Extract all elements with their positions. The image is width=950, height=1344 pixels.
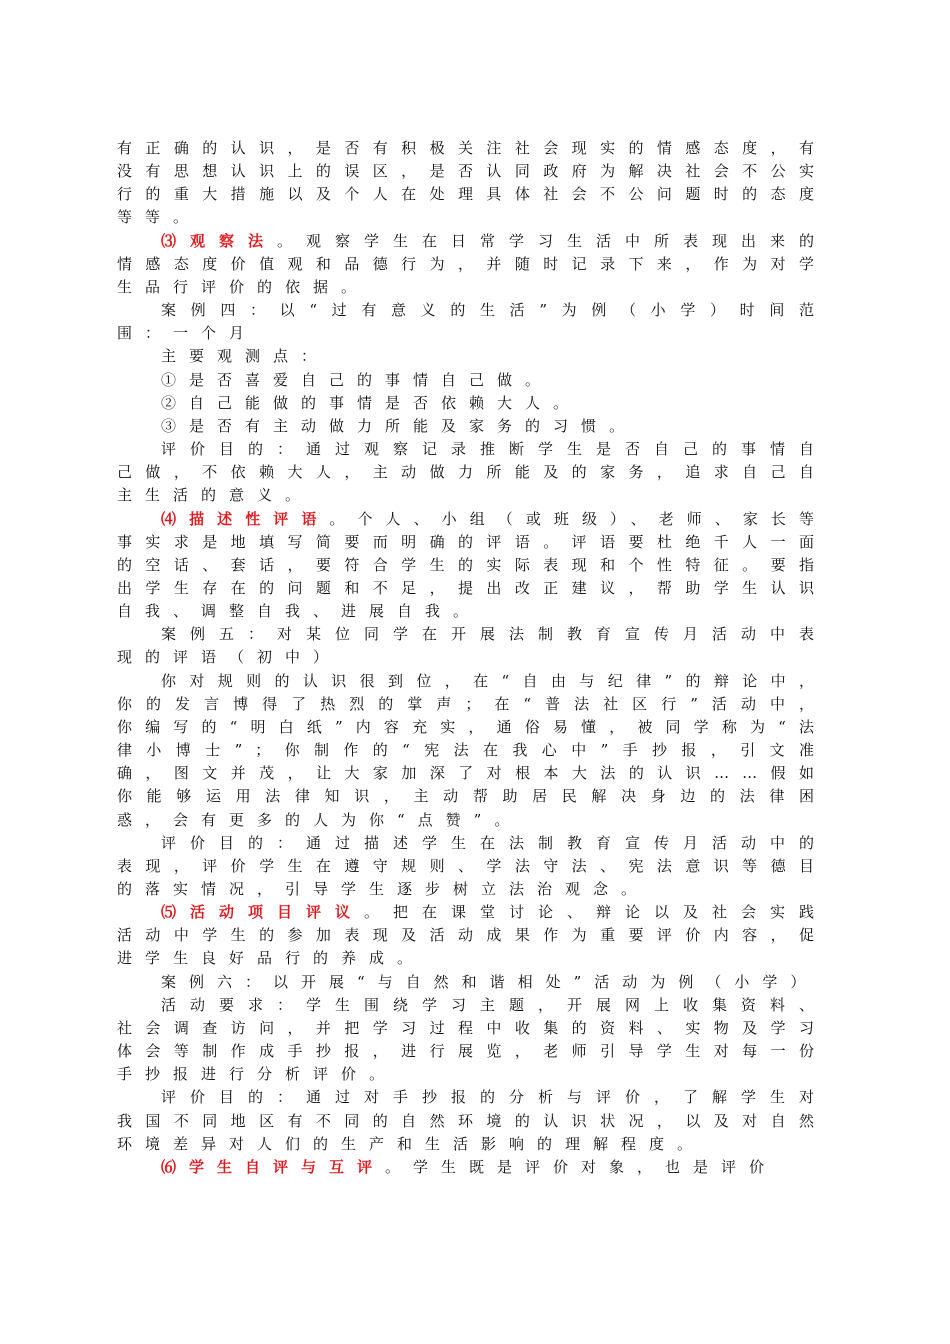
paragraph-case-five xyxy=(117,623,827,669)
paragraph-evaluation-purpose xyxy=(117,438,827,507)
paragraph-observation-method xyxy=(117,230,827,299)
paragraph-text: ①是否喜爱自己的事情自己做。 xyxy=(161,370,554,389)
paragraph-text: 评价目的：通过对手抄报的分析与评价，了解学生对我国不同地区有不同的自然环境的认识状况，以及对自然环境差异对人们的生产和生活影响的理解程度。 xyxy=(117,1088,827,1153)
section-heading: ⑸活动项目评议 xyxy=(161,903,364,922)
paragraph-text: 案例五：对某位同学在开展法制教育宣传月活动中表现的评语（初中） xyxy=(117,625,827,667)
paragraph-p1 xyxy=(117,137,827,230)
paragraph-text: 。把在课堂讨论、辩论以及社会实践活动中学生的参加表现及活动成果作为重要评价内容，促进学生良好品行的养成。 xyxy=(117,903,827,968)
paragraph-observation-points xyxy=(117,345,827,368)
document-page xyxy=(117,137,827,1179)
list-item xyxy=(117,369,827,392)
paragraph-text: 评价目的：通过描述学生在法制教育宣传月活动中的表现，评价学生在遵守规则、学法守法、宪法意识等德目的落实情况，引导学生逐步树立法治观念。 xyxy=(117,833,827,898)
paragraph-text: 案例四：以“过有意义的生活”为例（小学）时间范围：一个月 xyxy=(117,301,827,343)
paragraph-text: 活动要求：学生围绕学习主题，开展网上收集资料、社会调查访问，并把学习过程中收集的资料、实物及学习体会等制作成手抄报，进行展览，老师引导学生对每一份手抄报进行分析评价。 xyxy=(117,995,827,1084)
paragraph-text: 主要观测点： xyxy=(161,347,330,366)
paragraph-text: 。学生既是评价对象，也是评价 xyxy=(385,1157,778,1176)
paragraph-self-and-peer-evaluation xyxy=(117,1156,827,1179)
paragraph-evaluation-purpose xyxy=(117,832,827,901)
paragraph-text: ②自己能做的事情是否依赖大人。 xyxy=(161,393,582,412)
section-heading: ⑹学生自评与互评 xyxy=(161,1157,386,1176)
list-item xyxy=(117,392,827,415)
list-item xyxy=(117,415,827,438)
paragraph-case-four xyxy=(117,299,827,345)
paragraph-text: 评价目的：通过观察记录推断学生是否自己的事情自己做，不依赖大人，主动做力所能及的家务，追求自己自主生活的意义。 xyxy=(117,440,827,505)
paragraph-text: 案例六：以开展“与自然和谐相处”活动为例（小学） xyxy=(161,972,819,991)
paragraph-evaluation-purpose xyxy=(117,1086,827,1155)
paragraph-activity-evaluation xyxy=(117,901,827,970)
paragraph-comment-text xyxy=(117,670,827,832)
paragraph-text: 有正确的认识，是否有积极关注社会现实的情感态度，有没有思想认识上的误区，是否认同政府为解决社会不公实行的重大措施以及个人在处理具体社会不公问题时的态度等等。 xyxy=(117,139,827,227)
paragraph-text: 。个人、小组（或班级）、老师、家长等事实求是地填写简要而明确的评语。评语要杜绝千人一面的空话、套话，要符合学生的实际表现和个性特征。要指出学生存在的问题和不足，提出改正建议，帮助学生认识自我、调整自我、进展自我。 xyxy=(117,509,827,621)
paragraph-case-six xyxy=(117,971,827,994)
section-heading: ⑷描述性评语 xyxy=(161,509,330,528)
section-heading: ⑶观察法 xyxy=(161,231,277,250)
paragraph-descriptive-comments xyxy=(117,508,827,624)
paragraph-text: 。观察学生在日常学习生活中所表现出来的情感态度价值观和品德行为，并随时记录下来，作为对学生品行评价的依据。 xyxy=(117,231,827,296)
paragraph-text: 你对规则的认识很到位，在“自由与纪律”的辩论中，你的发言博得了热烈的掌声；在“普法社区行”活动中，你编写的“明白纸”内容充实，通俗易懂，被同学称为“法律小博士”；你制作的“宪法在我心中”手抄报，引文准确，图文并茂，让大家加深了对根本大法的认识……假如你能够运用法律知识，主动帮助居民解决身边的法律困惑，会有更多的人为你“点赞”。 xyxy=(117,671,827,829)
paragraph-activity-requirements xyxy=(117,994,827,1087)
paragraph-text: ③是否有主动做力所能及家务的习惯。 xyxy=(161,416,638,435)
